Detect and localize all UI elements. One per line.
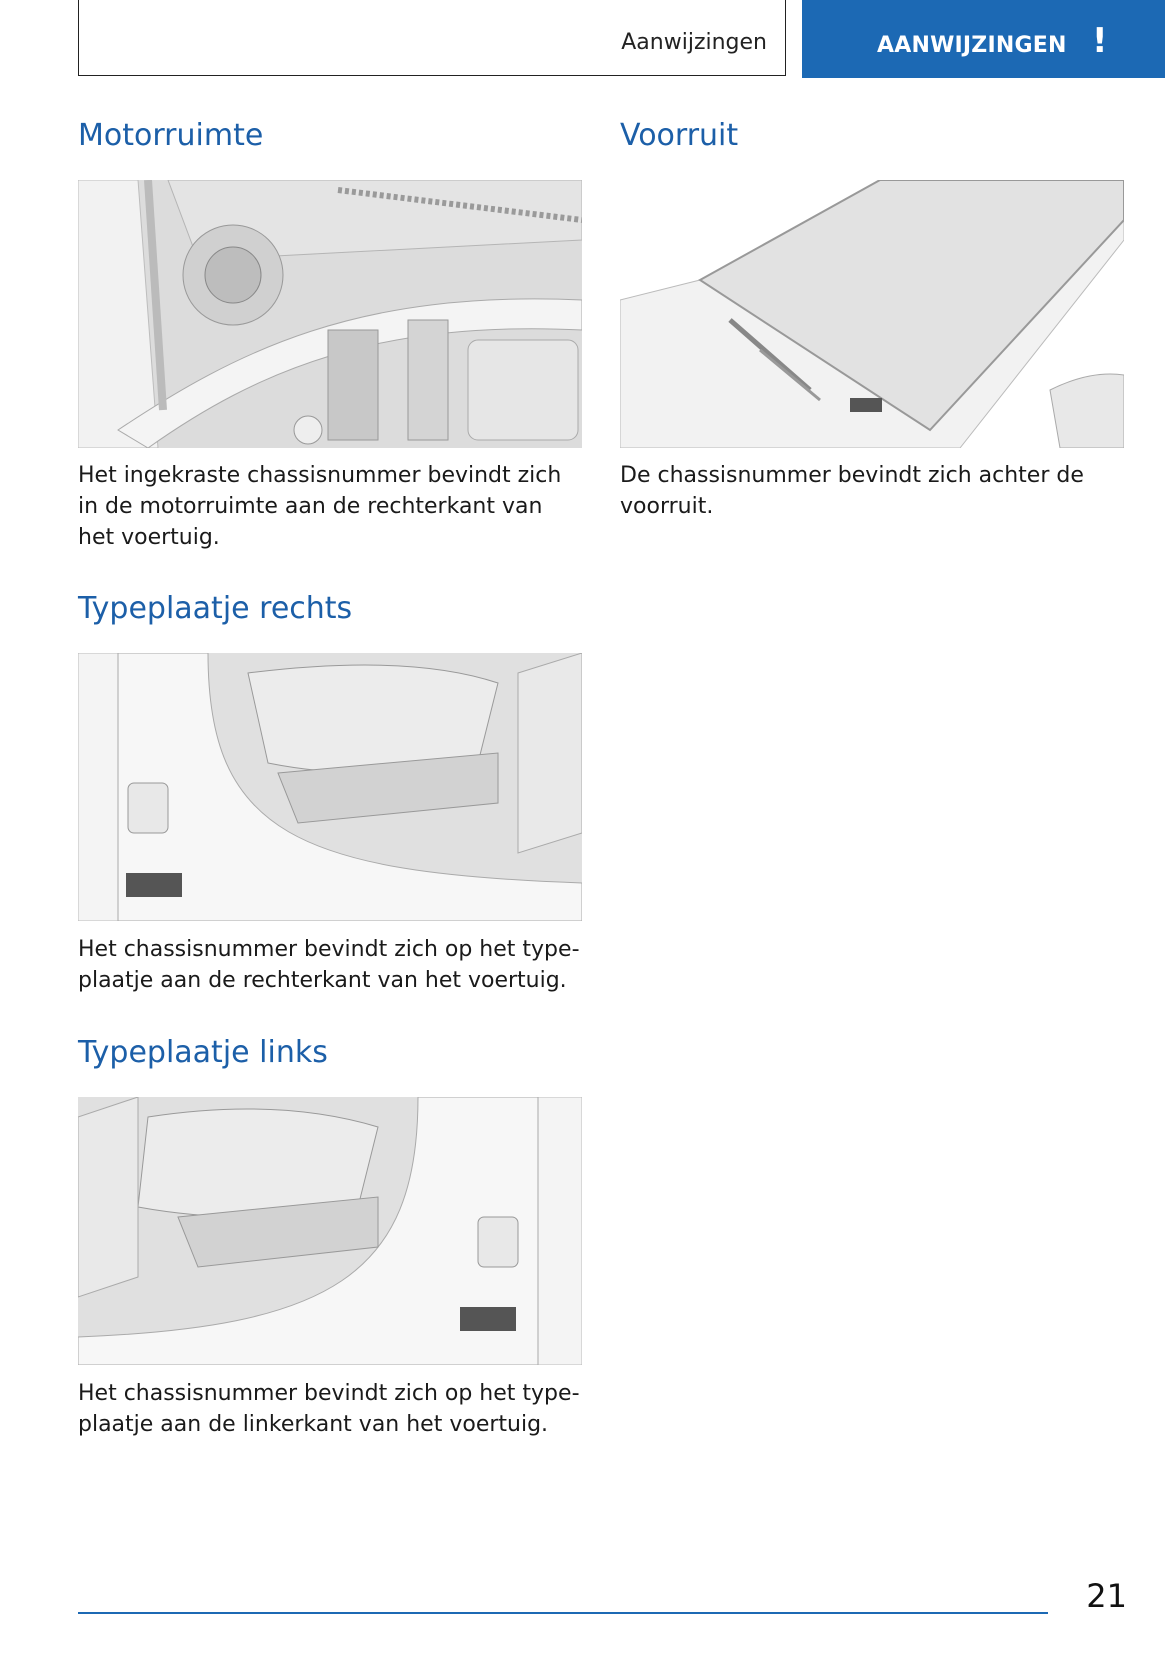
caption-motorruimte: Het ingekraste chassisnummer bevindt zich in de motorruimte aan de rechterkant van het voertuig.: [78, 463, 562, 550]
right-door-pillar-illustration: [78, 653, 582, 921]
header-section-title: Aanwijzingen: [621, 30, 767, 55]
footer-rule: [78, 1612, 1048, 1614]
left-door-pillar-illustration: [78, 1097, 582, 1365]
caption-typeplaatje-rechts: Het chassisnummer bevindt zich op het typeplaatje aan de rechterkant van het voertuig.: [78, 937, 580, 993]
caption-voorruit: De chassisnummer bevindt zich achter de voorruit.: [620, 463, 1084, 519]
chapter-tab: [802, 0, 1165, 78]
page-number: 21: [1086, 1577, 1127, 1615]
chapter-tab-label: AANWIJZINGEN: [877, 33, 1067, 58]
section-heading-voorruit: Voorruit: [620, 118, 739, 153]
caption-typeplaatje-links: Het chassisnummer bevindt zich op het typeplaatje aan de linkerkant van het voertuig.: [78, 1381, 580, 1437]
section-heading-typeplaatje-links: Typeplaatje links: [78, 1035, 328, 1070]
exclamation-icon: !: [1092, 21, 1108, 61]
header-box: [78, 0, 786, 76]
section-heading-motorruimte: Motorruimte: [78, 118, 264, 153]
engine-compartment-illustration: [78, 180, 582, 448]
section-heading-typeplaatje-rechts: Typeplaatje rechts: [78, 591, 353, 626]
windshield-illustration: [620, 180, 1124, 448]
